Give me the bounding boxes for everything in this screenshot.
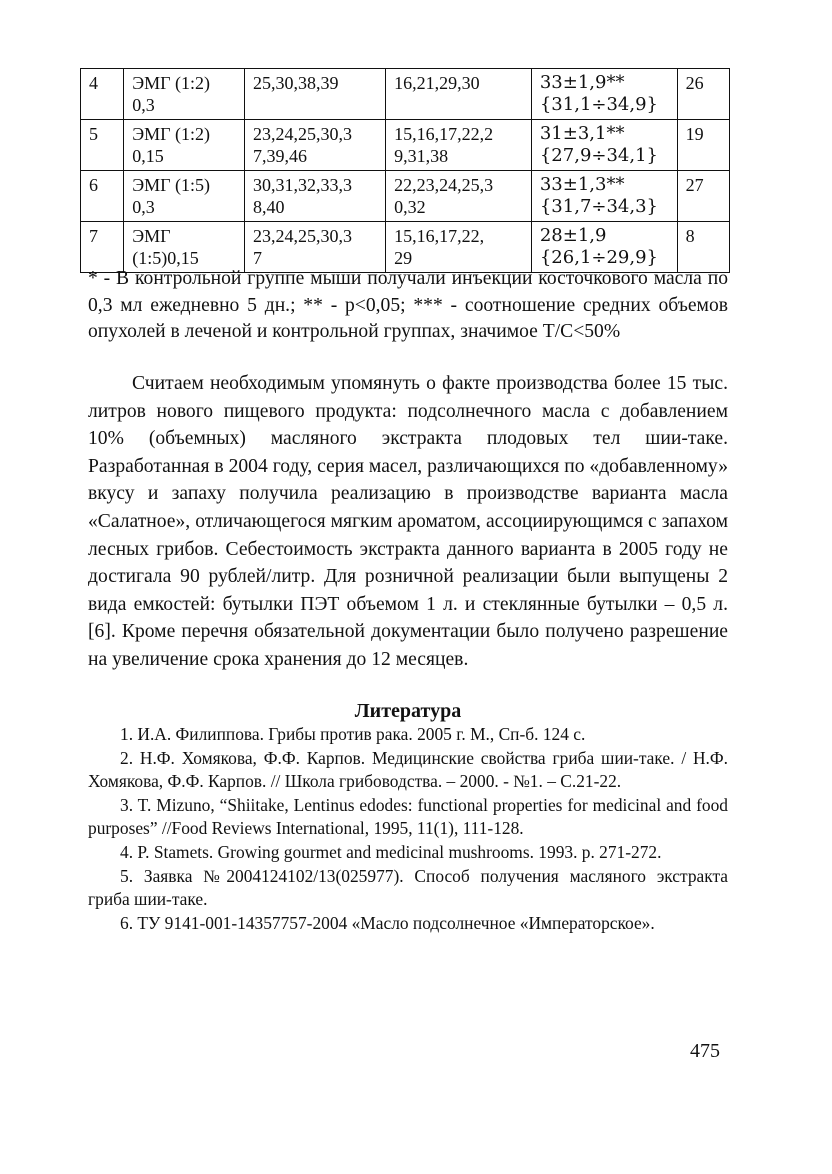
row-number: 6 (81, 171, 124, 222)
ratio-cell: 26 (677, 69, 729, 120)
ratio-cell: 8 (677, 222, 729, 273)
body-paragraph: Считаем необходимым упомянуть о факте производства более 15 тыс. литров нового пищевого продукта: подсолнечного масла с добавлением 10% (объемных) масляного экстракта плодовых тел шии-таке. Разработанная в 2004 году, серия масел, различающихся по «добавленному» вкусу и запаху получила реализацию в производстве варианта масла «Салатное», отличающегося мягким ароматом, ассоциирующимся с запахом лесных грибов. Себестоимость экстракта данного варианта в 2005 году не достигала 90 рублей/литр. Для розничной реализации были выпущены 2 вида емкостей: бутылки ПЭТ объемом 1 л. и стеклянные бутылки – 0,5 л. [6]. Кроме перечня обязательной документации было получено разрешение на увеличение срока хранения до 12 месяцев. (88, 373, 728, 670)
reference-item: 2. Н.Ф. Хомякова, Ф.Ф. Карпов. Медицинские свойства гриба шии-таке. / Н.Ф. Хомякова, Ф.Ф. Карпов. // Школа грибоводства. – 2000. - №1. – С.21-22. (88, 747, 728, 792)
table-row (81, 222, 730, 273)
reference-item: 3. T. Mizuno, “Shiitake, Lentinus edodes: functional properties for medicinal and food purposes” //Food Reviews International, 1995, 11(1), 111-128. (88, 794, 728, 839)
values-cell: 25,30,38,39 (244, 69, 385, 120)
row-number: 5 (81, 120, 124, 171)
reference-item: 6. ТУ 9141-001-14357757-2004 «Масло подсолнечное «Императорское». (120, 912, 655, 933)
table-row (81, 171, 730, 222)
reference-item: 1. И.А. Филиппова. Грибы против рака. 2005 г. М., Сп-б. 124 с. (120, 724, 586, 744)
mean-cell: 28±1,9 {26,1÷29,9} (531, 222, 677, 273)
values-cell: 22,23,24,25,3 0,32 (386, 171, 532, 222)
values-cell: 15,16,17,22,2 9,31,38 (386, 120, 532, 171)
group-cell: ЭМГ (1:2) 0,15 (124, 120, 245, 171)
page-number: 475 (690, 1040, 720, 1062)
mean-cell: 31±3,1** {27,9÷34,1} (531, 120, 677, 171)
values-cell: 15,16,17,22, 29 (386, 222, 532, 273)
group-cell: ЭМГ (1:5)0,15 (124, 222, 245, 273)
group-cell: ЭМГ (1:5) 0,3 (124, 171, 245, 222)
row-number: 7 (81, 222, 124, 273)
mean-cell: 33±1,9** {31,1÷34,9} (531, 69, 677, 120)
table-row (81, 69, 730, 120)
ratio-cell: 19 (677, 120, 729, 171)
reference-item: 5. Заявка №2004124102/13(025977). Способ получения масляного экстракта гриба шии-таке. (88, 865, 728, 910)
group-cell: ЭМГ (1:2) 0,3 (124, 69, 245, 120)
table-row (81, 120, 730, 171)
literature-heading: Литература (354, 700, 462, 722)
mean-cell: 33±1,3** {31,7÷34,3} (531, 171, 677, 222)
ratio-cell: 27 (677, 171, 729, 222)
reference-list (88, 723, 728, 935)
table-footnote: * - В контрольной группе мыши получали инъекции косточкового масла по 0,3 мл ежедневно 5 дн.; ** - p<0,05; *** - соотношение средних объемов опухолей в леченой и контрольной группах, значимое Т/С<50% (88, 268, 728, 342)
values-cell: 30,31,32,33,3 8,40 (244, 171, 385, 222)
reference-item: 4. P. Stamets. Growing gourmet and medicinal mushrooms. 1993. p. 271-272. (120, 841, 662, 862)
values-cell: 23,24,25,30,3 7 (244, 222, 385, 273)
row-number: 4 (81, 69, 124, 120)
values-cell: 23,24,25,30,3 7,39,46 (244, 120, 385, 171)
results-table (80, 68, 730, 273)
values-cell: 16,21,29,30 (386, 69, 532, 120)
